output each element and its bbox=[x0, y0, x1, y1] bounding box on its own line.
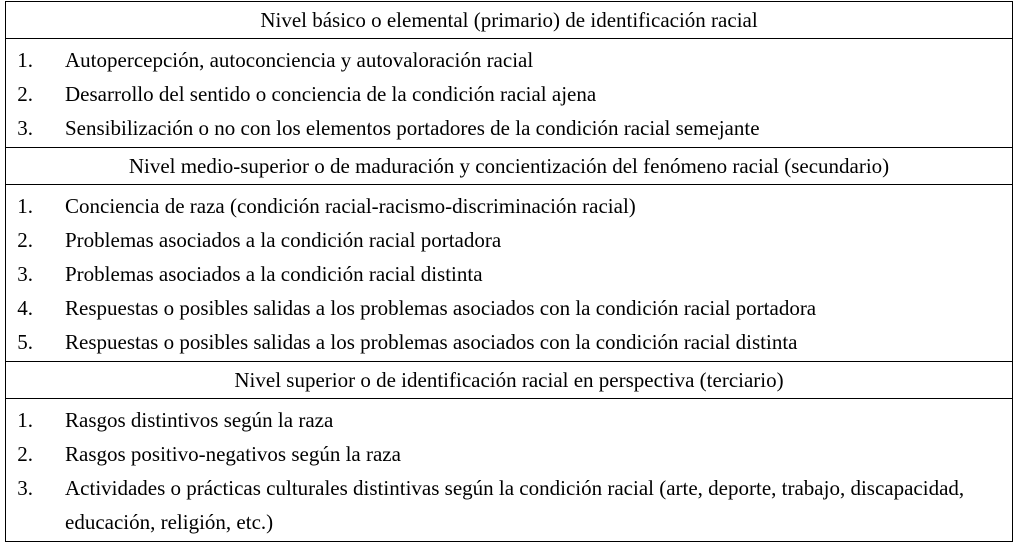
item-number: 5. bbox=[17, 330, 33, 354]
list-item bbox=[6, 77, 1012, 111]
list-item bbox=[6, 223, 1012, 257]
item-text: Conciencia de raza (condición racial-racismo-discriminación racial) bbox=[65, 194, 636, 218]
list-item bbox=[6, 291, 1012, 325]
item-text: Respuestas o posibles salidas a los problemas asociados con la condición racial portadora bbox=[65, 296, 817, 320]
item-number: 3. bbox=[17, 476, 33, 500]
section-body-secondary bbox=[6, 185, 1012, 362]
list-item bbox=[6, 403, 1012, 437]
item-number: 3. bbox=[17, 262, 33, 286]
list-item bbox=[6, 257, 1012, 291]
item-text: Desarrollo del sentido o conciencia de la condición racial ajena bbox=[65, 82, 597, 106]
list-item bbox=[6, 111, 1012, 145]
item-text: Actividades o prácticas culturales distintivas según la condición racial (arte, deporte, trabajo, discapacidad, educación, religión, etc.) bbox=[65, 476, 965, 534]
item-number: 1. bbox=[17, 408, 33, 432]
list-item bbox=[6, 325, 1012, 359]
item-number: 1. bbox=[17, 48, 33, 72]
section-body-tertiary bbox=[6, 399, 1012, 541]
section-header-tertiary: Nivel superior o de identificación racial en perspectiva (terciario) bbox=[6, 362, 1012, 399]
item-text: Rasgos distintivos según la raza bbox=[65, 408, 334, 432]
item-number: 3. bbox=[17, 116, 33, 140]
section-header-secondary: Nivel medio-superior o de maduración y concientización del fenómeno racial (secundario) bbox=[6, 148, 1012, 185]
item-text: Respuestas o posibles salidas a los problemas asociados con la condición racial distinta bbox=[65, 330, 798, 354]
item-number: 1. bbox=[17, 194, 33, 218]
section-header-primary: Nivel básico o elemental (primario) de identificación racial bbox=[6, 2, 1012, 39]
identification-levels-table bbox=[5, 1, 1013, 542]
item-text: Problemas asociados a la condición racial portadora bbox=[65, 228, 502, 252]
item-text: Rasgos positivo-negativos según la raza bbox=[65, 442, 401, 466]
item-number: 2. bbox=[17, 442, 33, 466]
item-text: Sensibilización o no con los elementos portadores de la condición racial semejante bbox=[65, 116, 760, 140]
list-item bbox=[6, 43, 1012, 77]
list-item bbox=[6, 437, 1012, 471]
list-item bbox=[6, 189, 1012, 223]
item-number: 2. bbox=[17, 228, 33, 252]
item-text: Autopercepción, autoconciencia y autovaloración racial bbox=[65, 48, 534, 72]
list-item bbox=[6, 471, 1012, 539]
section-body-primary bbox=[6, 39, 1012, 148]
item-number: 2. bbox=[17, 82, 33, 106]
item-number: 4. bbox=[17, 296, 33, 320]
item-text: Problemas asociados a la condición racial distinta bbox=[65, 262, 483, 286]
